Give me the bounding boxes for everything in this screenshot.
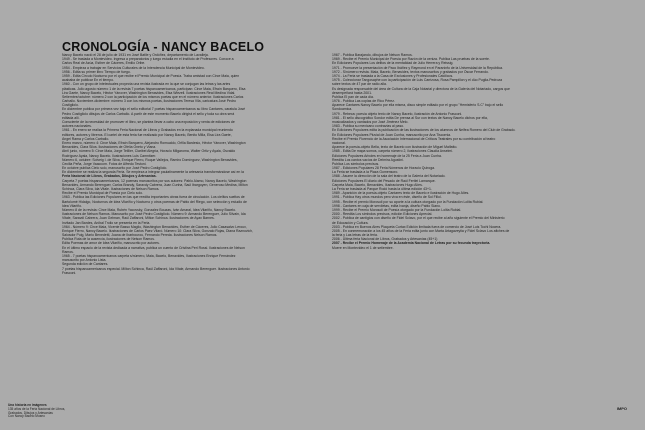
chronology-line: 1967 - Publica Barajando, dibujos de Nelson Ramos. [332,53,413,57]
chronology-left-column [62,53,317,275]
chronology-line: 1960 - Con un grupo de intelectuales proyecta una revista ilustrada en la que se conjugan las letras y las artes [62,82,231,87]
footer-subtitle-3: Con Nancy Bacelo Museo [8,414,45,419]
chronology-line: 1963 - Publica las Ediciones Populares en las que reedita importantes obras fuera de circulación. Los cielitos sueltos de [62,195,245,200]
chronology-line: En Ediciones Populares Los delitos de la mentalidad de Julio Herrera y Reissig. [332,61,454,66]
chronology-line: 2000 - Reedita Los símbolos precisos, edición Ediciones Aprecial. [332,212,433,217]
chronology-line: Bartolomé Hidalgo, Nocturnos de Idea Vilariño y Nocturno y otros poemas de Pablo del Riego, con selección y estudio de [62,199,247,204]
chronology-line: 2006 - Última feria Nacional de Libros, Grabados y Artesanías (45+1) [332,237,438,242]
chronology-line: Aparece Cantares Nancy Bacelo por ella misma, disco simple editado por el grupo "Hemisferio S.C" bajo el sello [332,103,504,108]
chronology-line: En Ediciones Populares Pluvial de Juan Cunha, manuscrito por Ana Tiscornia. [332,132,452,137]
chronology-line: Número 8 de la revista: Circe Maia, Rubén Yacovsky, Gonzalez Bouzas, Iván Amaral, Idea Vilariño, Nancy Bacelo. [62,207,236,212]
chronology-line: Carlos Real de Azúa, Esther de Cáceres, Emilio Oribe. [62,61,146,66]
chronology-line: sobre textos de 47 par de radio alla. [332,82,387,87]
chronology-line: 2003 - Publica en Buenos Aires Plaqueta Curtax Edición limitada fuera de comercio de José Luis Tochi Nocera. [332,224,502,229]
chronology-line: La Feria se traslada a la Plaza Gomensoro. [332,170,399,175]
chronology-line: Cecilia Peña, Jorge Vaaccom. Fotos de Alfredo Testoni. [62,161,147,166]
chronology-line: Edita Poemas de amor de Idea Vilariño, manuscrito por autores. [62,241,160,246]
chronology-line: 1954 - Empieza a trabajar en Servicios Culturales de la Intendencia Municipal de Montevideo. [62,65,205,70]
chronology-line: editores, autores y libreros. El cartel de esta feria fue realizado por Nancy Bacelo, Benito Milla, Elsa Lira Gaete, [62,132,232,137]
chronology-line: Sondoamica. [332,107,353,112]
chronology-line: En octubre publica Cielo solo, manuscrito por José Pedro Costigliolo. [62,166,168,171]
chronology-line: 1972 - S/número revista. Maia, Bacelo, Benavides, textos manuscritos y grabados por Óscar Ferrando. [332,69,489,74]
chronology-line: Es designada responsable del área de Cultura de la Caja Notarial y directora de la Galería del Notariado, cargos que [332,86,510,91]
chronology-line: 1983 - Publica su mexicano contravías al paso. [332,124,405,129]
chronology-line: Lira Gaete, Nancy Bacelo, Héctor Yánover, Washington Benavides, Elsa Wiezell. Ilustraciones Real Medina Vidal. [62,90,236,95]
chronology-line: 1999 - Recibe el Premio Morosoli de Poesía otorgado por la Fundación Lolita Rubial. [332,207,462,212]
chronology-line: 1979 - Rebeca: poesía objeto texto de Nancy Bacelo, ilustración de Antonio Frasconi. [332,111,463,116]
chronology-line: de Educación y Cultura. [332,220,369,225]
chronology-line: Benavides, Clara Silva. Ilustraciones de Ofelia Oneto y Viana. [62,145,157,150]
chronology-line: Ramos. [62,249,74,254]
chronology-line: Ediciones Populares El diario del Pesado de Raúl Fertlei Lamarque. [332,178,436,183]
chronology-line: 2002 - Publica de cantiglos con diseño de Fidel Sclavo, por el que recibe al año siguiente el Premio del Ministerio [332,216,505,221]
chronology-line: 7 poetas hispanoamericanos especial. Milton Schinca, Raúl Zaffaroni, Ida Vitale, Armando Berenguer. Ilustraciones Antonio [62,266,250,271]
chronology-line: Aparece la poesía-objeto Bella, texto de Bacelo con ilustración de Miguel Malfatto. [332,145,458,150]
chronology-line: 1964 - Número 9: Circe Maia, Vicente Basso Maglio, Washington Benavides, Esther de Cáceres, Julio Casasalvo Leroux, [62,224,247,229]
chronology-line: 2007 - Recibe el Premio Homenaje de la Academia Nacional de Letras por su fecunda trayectoria. [332,241,491,246]
chronology-line: Enero marzo, número 4: Circe Maia, Efraín Barquero, Alejandro Romualdo, Orfila Bardesio, Héctor Yánover, Washington [62,140,246,145]
footer-title: Una historia en imágenes [8,403,47,407]
chronology-line: 1989 - Aparición de la poesía-objeto Cantares texto de Bacelo e ilustración de Hugo Alíes. [332,191,470,196]
chronology-line: Salvador Puig, Mario Benedetti, Juana de Ibarbourou, Fernando Pereda. Ilustraciones Nelson Ramos. [62,233,218,238]
chronology-line: 1995 - Recibe el premio Morosoli por su aporte a la cultura otorgado por la Fundación Lolita Rubial. [332,199,484,204]
chronology-line: 1965 - 7 poetas hispanoamericanos carpeta s/número, Maia, Bacelo, Benavides, Ilustraciones Enrique Fernández [62,254,236,258]
chronology-line: Invitado Jan Bardes, Aníbal Troilo se presenta en la Feria. [62,220,151,225]
chronology-line: Publica Los símbolos precisos. [332,161,380,166]
chronology-line: Vitale, Saravdi Cabrera, Juan Gelman, Raúl Zaffaroni, Milton Schinca. Ilustraciones de Ayax Barnes. [62,216,215,221]
chronology-line: En Ediciones Populares edita la publicación de las ilustraciones de los alumnos de Nelfea Romero del Club de Grabado. [332,128,516,133]
chronology-line: En diciembre se realiza la segunda Feria. Se empieza a integrar paulatinamente la artesanía transformándose así en la [62,170,244,175]
chronology-line: la feria y Las letras de la feria. [332,233,378,238]
chronology-line: 1987 - Ediciones Populares 28 Feria Nómenos de Horacio Quiroga. [332,166,435,171]
chronology-line: nacional. [332,140,346,145]
chronology-line: plásticas. Julio agosto número 1 de la revista 7 poetas hispanoamericanos, participan: Circe Maia, Efraín Barquero, Elsa [62,86,246,91]
chronology-line: Nancy Bacelo nació el 28 de julio de 1931 en José Batlle y Ordóñez, departamento de Lavalleja. [62,53,209,57]
footer-subtitle: 135 años de la Feria Nacional de Libros, [8,406,66,411]
chronology-line: Carballo. Noviembre-diciembre: número 3 con los mismos poetas, ilustraciones Teresa Vila, caricatura José Pedro [62,99,236,104]
chronology-line: Abril junio, número 5: Circe Maia, Jorge Teillier, Claribel Alegría, Horacio Milgaroma, Walter Ortiz y Ayala, Osvaldo [62,149,236,154]
footer [8,404,65,419]
chronology-line: Consciente de la necesidad de promover el libro, se plantea llevar a cabo una exposición y venta de ediciones de [62,120,235,124]
chronology-line: 1971 - Promueve la presentación de Paco Ibáñez y Raymond en el Paraninfo de la Universidad de la República. [332,65,504,70]
chronology-line: Rodríguez Ayala, Nancy Bacelo. Ilustraciones Luis Camnitzer. [62,153,157,158]
chronology-line: Enrique Fierro, Nancy Bacelo. Ilustraciones de Carlos Paez Vilaró. Número 10: Clara Silva, Gonzalo Rojas, Diana Raznovich, [62,228,253,233]
chronology-line: Muere en Montevideo el 1 de setiembre. [332,245,394,250]
chronology-line: Número 6, octubre: Solveig I. de Silva, Enrique Fierro, Roque Vallejos, Ramiro Domínguez, Washington Benavides, [62,157,238,162]
chronology-line: musicalizados y cantados por José Jiménez Melo. [332,120,409,124]
chronology-line: 1974 - La Feria se traslada a la Casa de Exclusiones y Profesionales Católicos. [332,73,454,78]
chronology-line: 1981 - El sello discográfico Sondor edita De prensa al Sur con textos de Nancy Bacelo dichos por ella, [332,115,488,120]
chronology-line: 1956 - Edita su primer libro Tiempo de fuego. [62,69,131,74]
chronology-line: 1975 - Coleccionar Tangosaphe con la participación de Luis Carrizosa, Rosa Pampillon y el dúo Puglia-Pedroza [332,78,502,83]
chronology-right-column [332,53,588,250]
chronology-line: 1976 - Publica Las coplas de Rico Pérez. [332,99,395,104]
logo: IMPO [616,406,627,411]
footer-subtitle-2: Grabados, Dibujos y Artesanías [8,410,53,415]
chronology-line: Ediciones Populares Arboles en homenaje de la 25 Feria a Juan Cunha. [332,153,442,158]
chronology-line: Frasconi. [62,270,77,275]
chronology-line: En el último espacio de la revista dedicada a narrativa, publica un cuento de Cristina Peri Rossi. Ilustraciones de Nelson [62,245,245,250]
chronology-line: acababa de publicar En el tiempo. [62,78,114,83]
chronology-line: 1959 - Edita Círculo Nocturno por el que recibe el Premio Municipal de Poesía. Traba amistad con Circe Maia, quien [62,73,240,78]
chronology-line: Publica Ruta de la ausencia, ilustraciones de Nelson Ramos. [62,237,155,242]
chronology-line: Setiembre/octubre: número 2 con la participación de los mismos poetas que en el número anterior. Ilustraciones Carlos [62,94,244,99]
chronology-line: Benavides, Armando Berenguer, Carlos Brandy, Saravdy Cabrera, Juan Cunha, Saúl Ibargoyen, Generoso Medina, Milton [62,182,248,187]
chronology-line: 1991 - Publica Hay otros mundos pero viva en éste, diseño de Sol Fillol. [332,195,442,200]
chronology-line: Idea Vilariño. [62,203,83,208]
chronology-line: Pedro Costigliolo dibujos de Carlos Carballo. A partir de este momento Bacelo dirigirá el sello y toda su obra será [62,111,235,116]
chronology-line: Recibe el Premio Florencio de la Asociación Internacional de Críticos Teatrales por su contribución al teatro [332,136,496,141]
chronology-line: 1961 - En enero se realiza la Primera Feria Nacional de Libros y Grabados en la explanada municipal reuniendo [62,128,233,133]
chronology-line: Costigliolo. [62,103,79,108]
chronology-line: Reedita Los cantos vacíos de Delmira Agustini. [332,157,404,162]
chronology-line: La Feria se traslada al Parque Rodó hasta la última edición 43+1. [332,187,432,191]
chronology-line: En diciembre publica por primera vez bajo el sello editorial 7 poetas hispanoamericanos su libro Cantares, caratula José [62,107,246,112]
chronology-line: 1998 - Cantares en caja de serviletas, edita Ivanja, diseño Pablo Siano. [332,203,441,208]
chronology-line: 1985 - Edita De mapa somos, carpeta número 2, ilustraciones Claudia Anselmi. [332,149,453,154]
chronology-line: Ilustraciones de Nelson Ramos. Manuscrito por José Pedro Costigliolo. Número 9: Armando Berenguer, Julio Silvain, Ida [62,212,246,217]
chronology-line: 1988 - Asume la dirección de la sala del teatro de la Galería del Notariado. [332,174,446,179]
chronology-line: Segunda edición de Cantares. [62,262,109,267]
chronology-line: 2005 - En conmemoración a los 45 años de la Feria edita junto con Marta Artagaveytia y Fidel Sclavo Los afiches de [332,228,510,233]
chronology-line: Carpeta Maia, Bacelo, Benavides, Ilustraciones Hugo Alíes. [332,182,423,187]
chronology-line: manuscrito por Antonio Lista. [62,258,107,263]
chronology-line: 1969 - Recibe el Premio Municipal de Poesía por Razón de la ceniza. Publica Las pruebas de la suerte. [332,57,490,62]
chronology-line: Schinca, Clara Silva, Ida Vitale. Ilustraciones de Nelson Ramos. [62,187,160,191]
chronology-line: desempeñará hasta 2001. [332,90,372,95]
chronology-line: autores nacionales. [62,124,92,129]
chronology-line: Publica El pan de cada día. [332,94,374,99]
chronology-line: Carpeta 7 poetas hispanoamericanos, 12 poemas manuscritos por sus autores: Pablo Alamo, Nancy Bacelo, Washington [62,178,247,183]
page-title: CRONOLOGÍA - NANCY BACELO [62,40,265,54]
chronology-line: Feria Nacional de Libros, Grabados, Dibujos y Artesanías. [62,174,157,179]
chronology-line: 1949 - Se traslada a Montevideo. Ingresa a preparatorios y luego estudia en el Instituto de Profesores. Conoce a [62,57,234,62]
chronology-line: Ángel Rama y Carlos Carballo. [62,136,110,141]
chronology-line: Recibe el Premio Municipal de Poesía por Cielo solo. [62,191,144,196]
chronology-line: editada allí. [62,115,80,120]
